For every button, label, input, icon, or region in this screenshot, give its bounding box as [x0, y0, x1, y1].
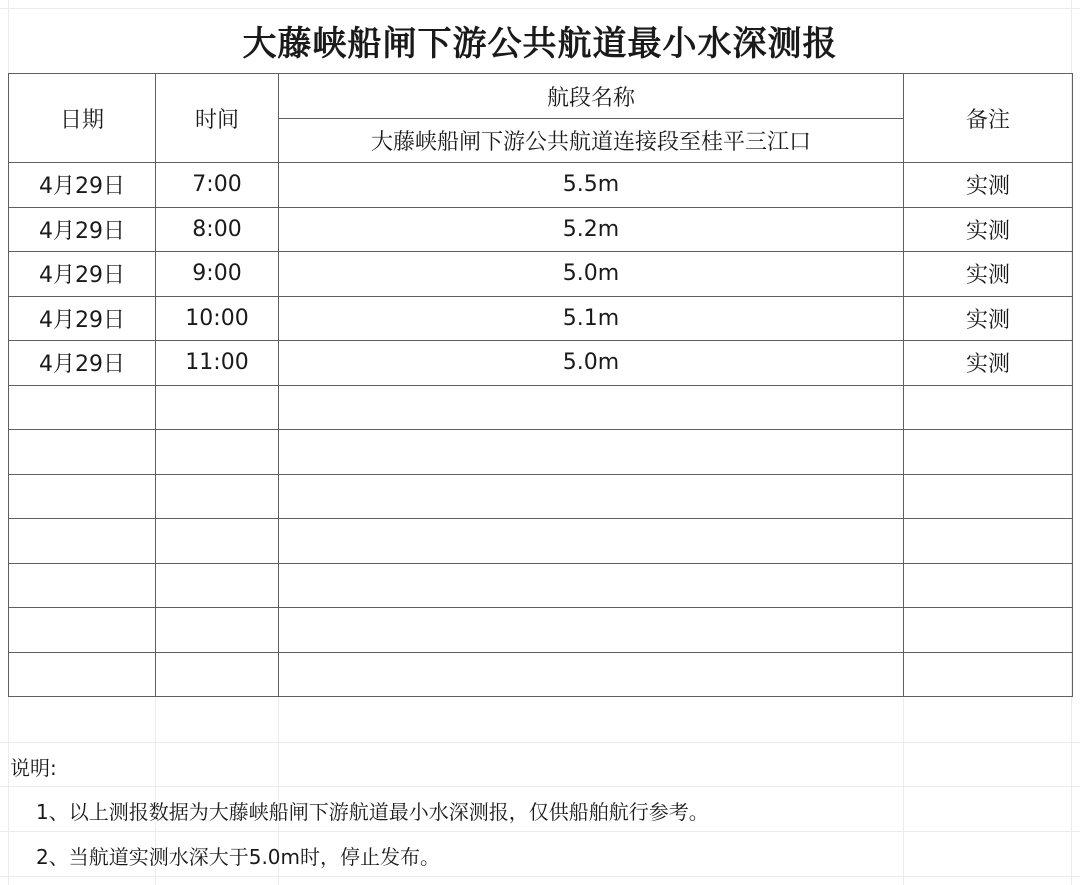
header-time: 时间	[156, 74, 279, 163]
empty-cell	[9, 385, 156, 430]
empty-cell	[904, 519, 1073, 564]
row-date: 4月29日	[9, 296, 156, 341]
empty-row	[9, 474, 1073, 519]
header-date: 日期	[9, 74, 156, 163]
empty-cell	[9, 519, 156, 564]
row-date: 4月29日	[9, 252, 156, 297]
empty-cell	[904, 563, 1073, 608]
table-row	[9, 163, 1073, 208]
empty-cell	[279, 385, 904, 430]
explanation-item: 1、以上测报数据为大藤峡船闸下游航道最小水深测报，仅供船舶航行参考。	[36, 800, 709, 824]
empty-cell	[156, 430, 279, 475]
empty-cell	[156, 519, 279, 564]
header-row	[9, 74, 1073, 119]
row-remark: 实测	[904, 207, 1073, 252]
row-remark: 实测	[904, 252, 1073, 297]
empty-row	[9, 652, 1073, 697]
empty-row	[9, 519, 1073, 564]
table-row	[9, 296, 1073, 341]
row-depth: 5.1m	[279, 296, 904, 341]
explanation-title: 说明:	[10, 756, 57, 780]
empty-cell	[279, 608, 904, 653]
empty-cell	[904, 652, 1073, 697]
empty-row	[9, 430, 1073, 475]
report-title: 大藤峡船闸下游公共航道最小水深测报	[242, 23, 838, 64]
empty-cell	[904, 608, 1073, 653]
empty-row	[9, 385, 1073, 430]
row-remark: 实测	[904, 163, 1073, 208]
empty-cell	[279, 474, 904, 519]
empty-cell	[9, 563, 156, 608]
explanation-item: 2、当航道实测水深大于5.0m时，停止发布。	[36, 845, 441, 869]
row-time: 11:00	[156, 341, 279, 386]
empty-cell	[279, 563, 904, 608]
empty-cell	[9, 430, 156, 475]
empty-cell	[904, 385, 1073, 430]
empty-cell	[904, 474, 1073, 519]
empty-cell	[156, 385, 279, 430]
row-remark: 实测	[904, 341, 1073, 386]
empty-cell	[9, 608, 156, 653]
row-depth: 5.5m	[279, 163, 904, 208]
row-remark: 实测	[904, 296, 1073, 341]
row-date: 4月29日	[9, 163, 156, 208]
empty-cell	[279, 519, 904, 564]
empty-cell	[156, 652, 279, 697]
row-time: 10:00	[156, 296, 279, 341]
row-depth: 5.0m	[279, 341, 904, 386]
empty-cell	[9, 474, 156, 519]
row-depth: 5.0m	[279, 252, 904, 297]
table-row	[9, 341, 1073, 386]
row-date: 4月29日	[9, 341, 156, 386]
row-time: 7:00	[156, 163, 279, 208]
row-depth: 5.2m	[279, 207, 904, 252]
empty-cell	[279, 652, 904, 697]
empty-row	[9, 608, 1073, 653]
row-time: 8:00	[156, 207, 279, 252]
empty-cell	[904, 430, 1073, 475]
depth-report-table	[8, 73, 1073, 697]
header-remark: 备注	[904, 74, 1073, 163]
header-section-name: 航段名称	[279, 74, 904, 119]
empty-cell	[9, 652, 156, 697]
table-row	[9, 252, 1073, 297]
empty-cell	[156, 474, 279, 519]
table-row	[9, 207, 1073, 252]
header-section: 大藤峡船闸下游公共航道连接段至桂平三江口	[279, 119, 904, 163]
empty-cell	[156, 563, 279, 608]
empty-cell	[279, 430, 904, 475]
empty-row	[9, 563, 1073, 608]
row-date: 4月29日	[9, 207, 156, 252]
empty-cell	[156, 608, 279, 653]
row-time: 9:00	[156, 252, 279, 297]
